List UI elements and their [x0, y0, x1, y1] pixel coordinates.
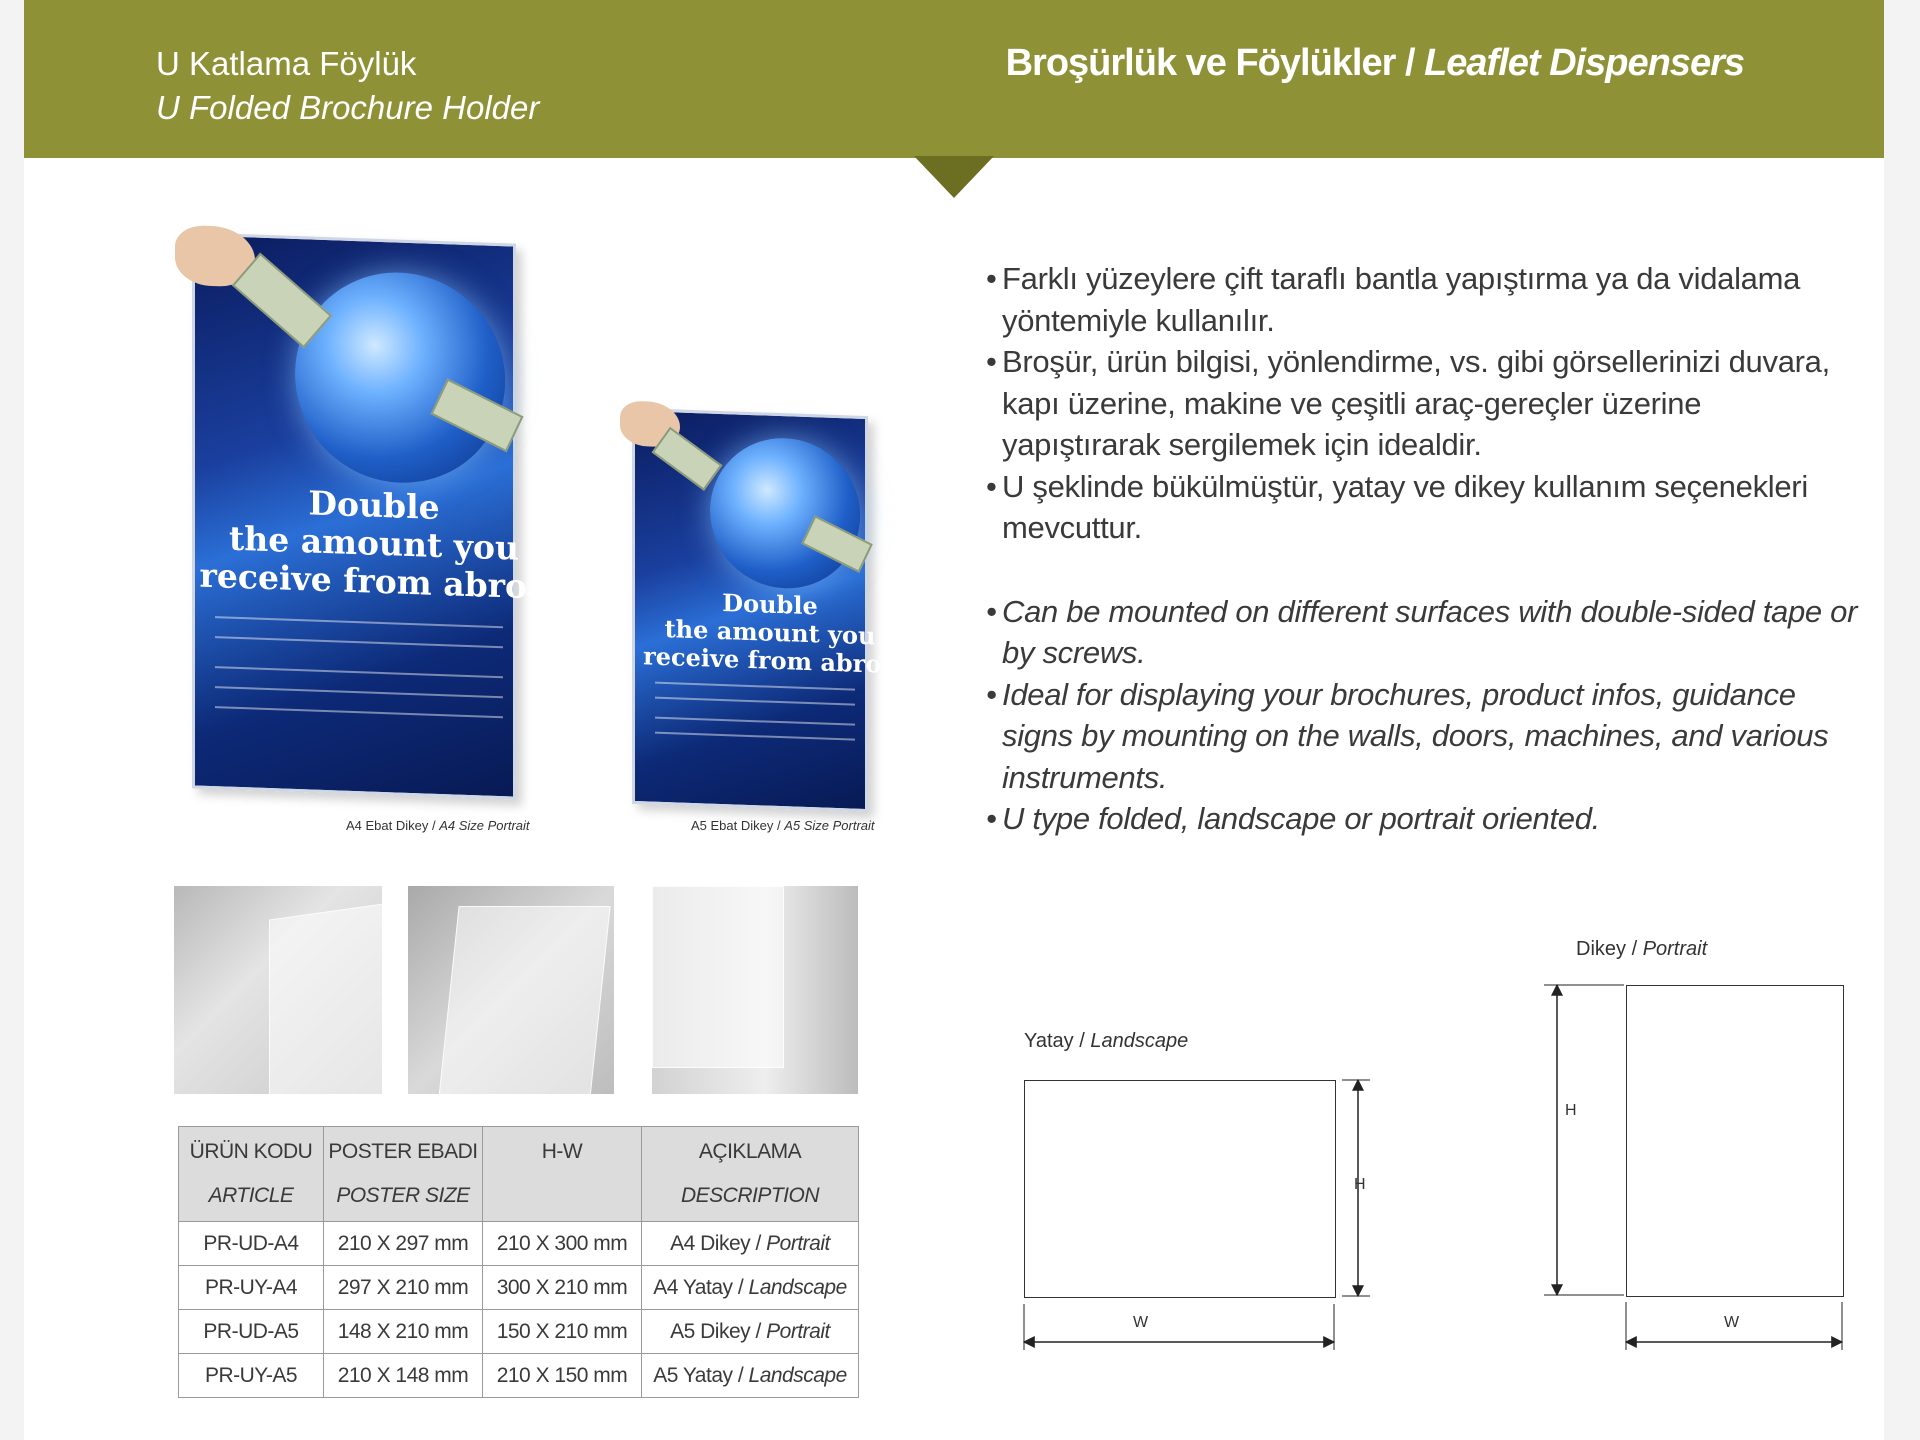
- poster-headline: Double the amount you receive from abroa: [199, 483, 549, 607]
- cell-description: A5 Dikey / Portrait: [642, 1310, 859, 1354]
- header-description: AÇIKLAMA DESCRIPTION: [642, 1127, 859, 1222]
- cell-poster-size: 297 X 210 mm: [324, 1266, 483, 1310]
- a4-caption-en: A4 Size Portrait: [439, 818, 530, 833]
- feature-item: • U type folded, landscape or portrait oriented.: [986, 798, 1866, 840]
- landscape-diagram-label: Yatay / Landscape: [1024, 1030, 1189, 1052]
- dimension-arrows: [24, 0, 1884, 1440]
- feature-item: • Broşür, ürün bilgisi, yönlendirme, vs. gibi görsellerinizi duvara, kapı üzerine, makine ve çeşitli araç-gereçler üzerine yapıştırarak sergilemek için idealdir.: [986, 341, 1866, 466]
- product-title-tr: U Katlama Föylük: [156, 45, 417, 82]
- cell-hw: 210 X 150 mm: [483, 1354, 642, 1398]
- cell-hw: 300 X 210 mm: [483, 1266, 642, 1310]
- feature-item: • Farklı yüzeylere çift taraflı bantla yapıştırma ya da vidalama yöntemiyle kullanılır.: [986, 258, 1866, 341]
- landscape-h-label: H: [1354, 1176, 1366, 1193]
- a5-caption-tr: A5 Ebat Dikey /: [691, 818, 785, 833]
- cell-code: PR-UY-A4: [179, 1266, 324, 1310]
- cell-description: A4 Yatay / Landscape: [642, 1266, 859, 1310]
- cell-code: PR-UY-A5: [179, 1354, 324, 1398]
- category-title-tr: Broşürlük ve Föylükler /: [1005, 42, 1425, 84]
- portrait-h-label: H: [1565, 1102, 1577, 1119]
- feature-item: • U şeklinde bükülmüştür, yatay ve dikey kullanım seçenekleri mevcuttur.: [986, 466, 1866, 549]
- cell-poster-size: 210 X 297 mm: [324, 1222, 483, 1266]
- cell-poster-size: 210 X 148 mm: [324, 1354, 483, 1398]
- poster-headline: Double the amount you receive from abroa: [643, 588, 897, 680]
- feature-item: • Ideal for displaying your brochures, product infos, guidance signs by mounting on the walls, doors, machines, and various instruments.: [986, 674, 1866, 799]
- cell-code: PR-UD-A4: [179, 1222, 324, 1266]
- landscape-w-label: W: [1133, 1314, 1149, 1331]
- product-title-en: U Folded Brochure Holder: [156, 89, 540, 126]
- cell-description: A4 Dikey / Portrait: [642, 1222, 859, 1266]
- header-poster-size: POSTER EBADI POSTER SIZE: [324, 1127, 483, 1222]
- cell-hw: 150 X 210 mm: [483, 1310, 642, 1354]
- a4-caption-tr: A4 Ebat Dikey /: [346, 818, 440, 833]
- catalog-page: [24, 0, 1884, 1440]
- feature-item: • Can be mounted on different surfaces with double-sided tape or by screws.: [986, 591, 1866, 674]
- portrait-w-label: W: [1724, 1314, 1740, 1331]
- cell-poster-size: 148 X 210 mm: [324, 1310, 483, 1354]
- portrait-diagram-label: Dikey / Portrait: [1576, 938, 1708, 960]
- header-hw: H-W: [483, 1127, 642, 1222]
- cell-code: PR-UD-A5: [179, 1310, 324, 1354]
- cell-description: A5 Yatay / Landscape: [642, 1354, 859, 1398]
- header-article: ÜRÜN KODU ARTICLE: [179, 1127, 324, 1222]
- a5-caption-en: A5 Size Portrait: [784, 818, 875, 833]
- cell-hw: 210 X 300 mm: [483, 1222, 642, 1266]
- category-title-en: Leaflet Dispensers: [1424, 42, 1744, 84]
